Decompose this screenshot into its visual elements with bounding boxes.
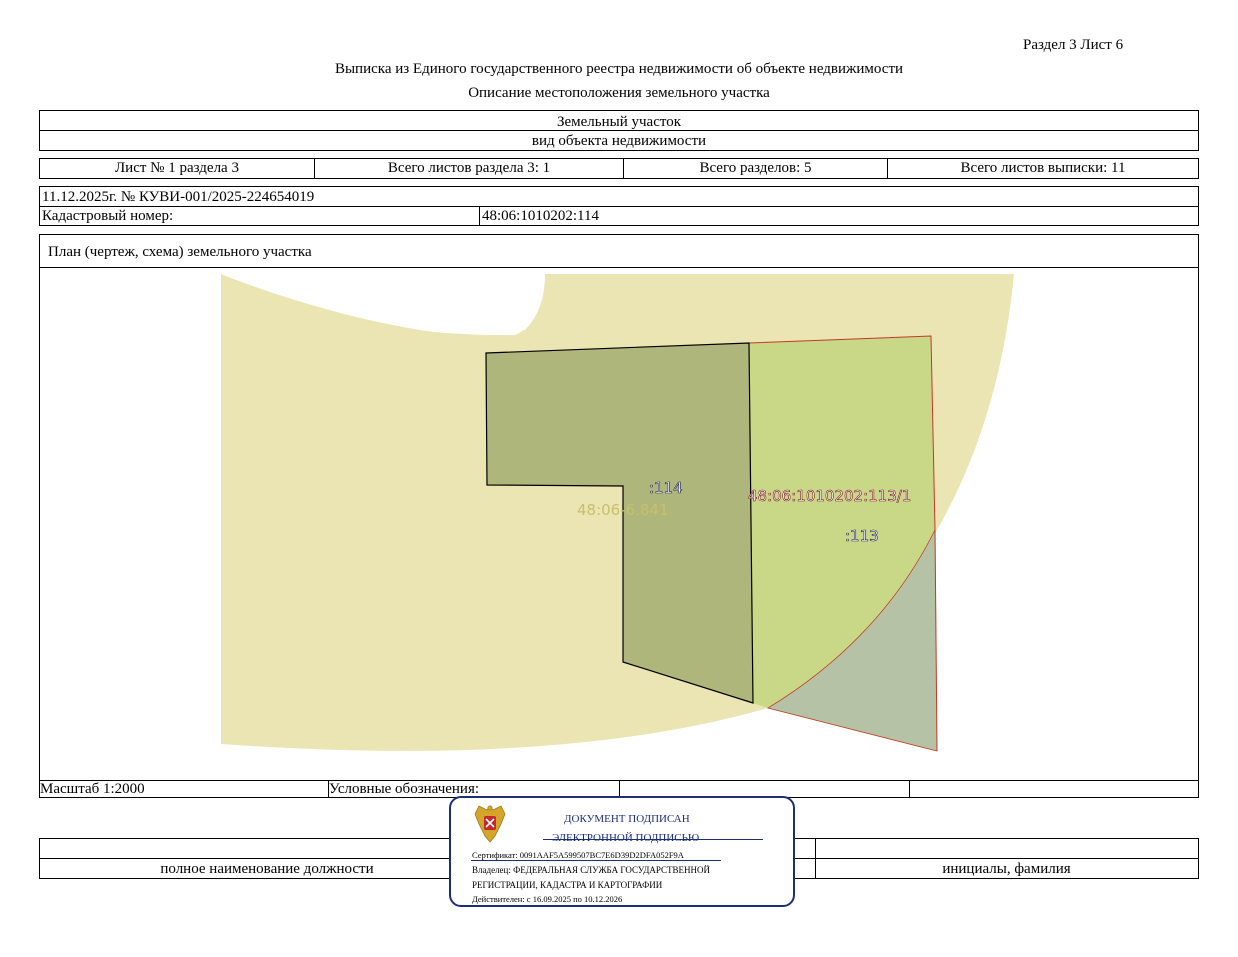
legend-cell: [620, 781, 910, 797]
legend-cell-2: [910, 781, 1198, 797]
document-subtitle: Описание местоположения земельного участка: [468, 85, 770, 101]
electronic-signature-stamp: [449, 796, 795, 907]
stamp-owner-2: РЕГИСТРАЦИИ, КАДАСТРА И КАРТОГРАФИИ: [472, 880, 663, 890]
legend-label: Условные обозначения:: [329, 781, 620, 797]
stamp-validity: Действителен: с 16.09.2025 по 10.12.2026: [472, 894, 623, 904]
cadastral-number: 48:06:1010202:114: [482, 208, 599, 224]
label-parcel-114: :114: [649, 479, 683, 497]
label-parcel-113-1: 48:06:1010202:113/1: [748, 487, 912, 505]
sheet-number: Лист № 1 раздела 3: [40, 159, 315, 178]
stamp-owner-1: Владелец: ФЕДЕРАЛЬНАЯ СЛУЖБА ГОСУДАРСТВЕННОЙ: [472, 865, 711, 875]
object-type: Земельный участок: [556, 114, 682, 130]
record-date-number: 11.12.2025г. № КУВИ-001/2025-224654019: [42, 189, 315, 205]
total-sheets: Всего листов выписки: 11: [960, 160, 1126, 176]
label-quarter: 48:06-6.841: [577, 501, 669, 519]
document-title: Выписка из Единого государственного реестра недвижимости об объекте недвижимости: [334, 61, 904, 77]
object-type-caption: вид объекта недвижимости: [531, 133, 707, 149]
cadastral-label: Кадастровый номер:: [42, 208, 174, 224]
plan-title: План (чертеж, схема) земельного участка: [48, 244, 312, 260]
coat-of-arms-icon: [471, 802, 509, 844]
sheets-in-section: Всего листов раздела 3: 1: [315, 159, 624, 178]
stamp-line-1: ДОКУМЕНТ ПОДПИСАН: [564, 813, 690, 825]
section-sheet-ref: Раздел 3 Лист 6: [1023, 37, 1124, 53]
scale: Масштаб 1:2000: [40, 781, 329, 797]
label-parcel-113: :113: [845, 527, 879, 545]
position-caption: полное наименование должности: [160, 861, 374, 877]
stamp-certificate: Сертификат: 0091AAF5A599507BC7E6D39D2DFA052F9A: [472, 850, 684, 860]
stamp-line-2: ЭЛЕКТРОННОЙ ПОДПИСЬЮ: [552, 832, 700, 844]
name-caption: инициалы, фамилия: [942, 861, 1071, 877]
total-sections: Всего разделов: 5: [624, 159, 888, 178]
